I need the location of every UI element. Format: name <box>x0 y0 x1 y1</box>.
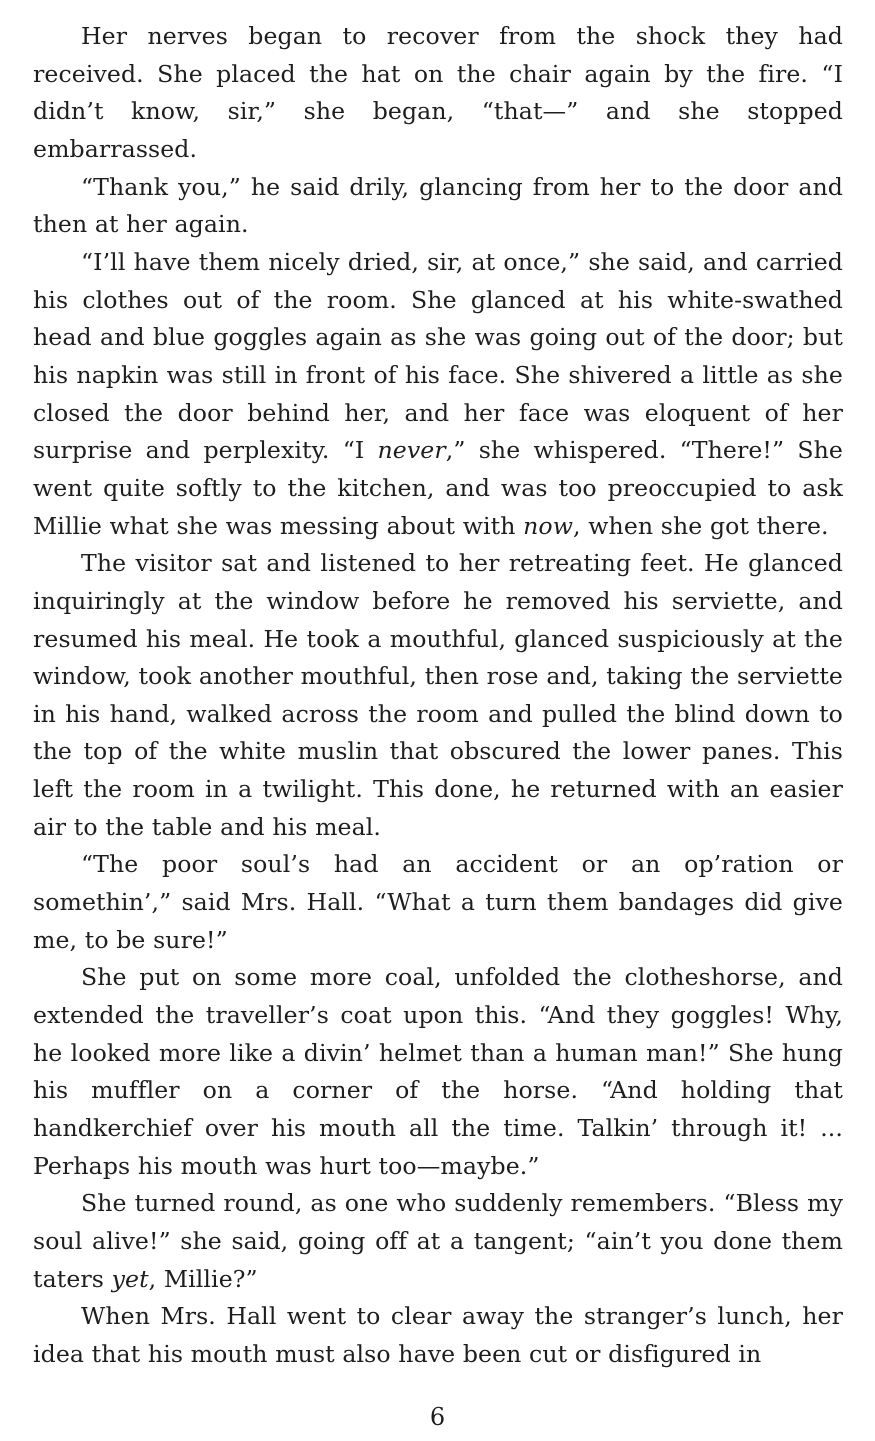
text-run: She put on some more coal, unfolded the clotheshorse, and extended the traveller’s coat upon this. “And they goggles! Why, he looked more like a divin’ helmet than a human man!” She hung his muffler on a corner of the horse. “And holding that handkerchief over his mouth all the time. Talkin’ through it! ... Perhaps his mouth was hurt too—maybe.” <box>33 963 843 1180</box>
paragraph <box>33 18 843 169</box>
paragraph <box>33 244 843 545</box>
text-run: When Mrs. Hall went to clear away the stranger’s lunch, her idea that his mouth must also have been cut or disfigured in <box>33 1302 843 1368</box>
text-run: She turned round, as one who suddenly remembers. “Bless my soul alive!” she said, going off at a tangent; “ain’t you done them taters <box>33 1189 843 1293</box>
paragraph <box>33 545 843 846</box>
text-run: Her nerves began to recover from the shock they had received. She placed the hat on the chair again by the fire. “I didn’t know, sir,” she began, “that—” and she stopped embarrassed. <box>33 22 843 163</box>
paragraph <box>33 169 843 244</box>
text-run: The visitor sat and listened to her retreating feet. He glanced inquiringly at the window before he removed his serviette, and resumed his meal. He took a mouthful, glanced suspiciously at the window, took another mouthful, then rose and, taking the serviette in his hand, walked across the room and pulled the blind down to the top of the white muslin that obscured the lower panes. This left the room in a twilight. This done, he returned with an easier air to the table and his meal. <box>33 549 843 841</box>
text-run: , Millie?” <box>148 1264 258 1293</box>
paragraph <box>33 846 843 959</box>
paragraph <box>33 959 843 1185</box>
paragraph <box>33 1298 843 1373</box>
text-run: “The poor soul’s had an accident or an op’ration or somethin’,” said Mrs. Hall. “What a turn them bandages did give me, to be sure!” <box>33 850 843 954</box>
italic-text-run: now <box>523 511 574 540</box>
page-number: 6 <box>429 1403 446 1431</box>
text-run: “I’ll have them nicely dried, sir, at once,” she said, and carried his clothes out of the room. She glanced at his white-swathed head and blue goggles again as she was going out of the door; but his napkin was still in front of his face. She shivered a little as she closed the door behind her, and her face was eloquent of her surprise and perplexity. “I <box>33 247 843 465</box>
italic-text-run: never <box>377 436 446 465</box>
text-run: “Thank you,” he said drily, glancing from her to the door and then at her again. <box>33 172 843 239</box>
italic-text-run: yet <box>111 1264 149 1293</box>
text-run: , when she got there. <box>573 511 829 540</box>
page-body-text <box>33 18 843 1374</box>
paragraph <box>33 1185 843 1298</box>
text-run: ,” she whispered. “There!” She went quite softly to the kitchen, and was too preoccupied to ask Millie what she was messing about with <box>33 436 843 540</box>
